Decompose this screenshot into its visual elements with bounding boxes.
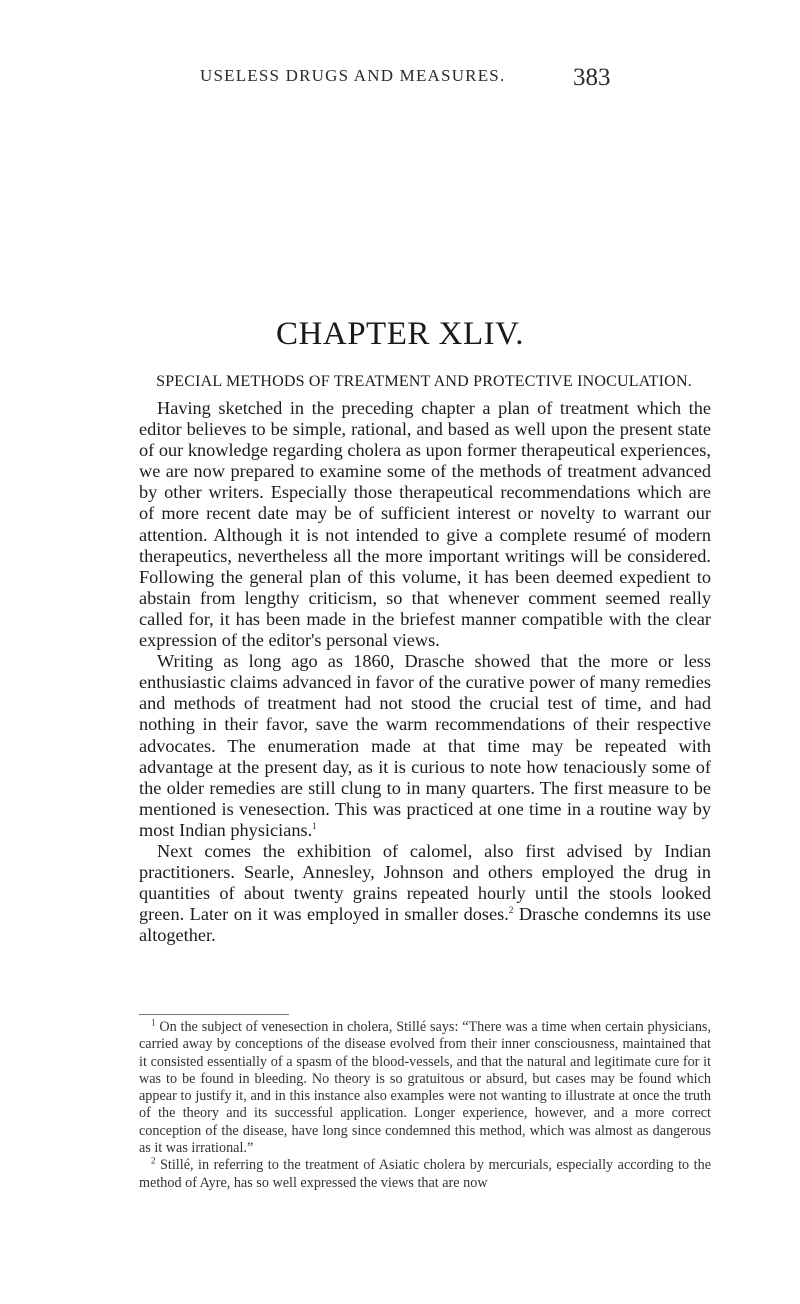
footnote-text: Stillé, in referring to the treatment of Asiatic cholera by mercurials, especially according to the method of Ayre, has so well expressed the views that are now [139,1157,712,1191]
paragraph [139,398,711,651]
chapter-title: CHAPTER XLIV. [276,316,524,352]
paragraph-text: Writing as long ago as 1860, Drasche showed that the more or less enthusiastic claims advanced in favor of the curative power of many remedies and methods of treatment had not stood the crucial test of time, and had nothing in their favor, save the warm recommendations of their respective advocates. The enumeration made at that time may be repeated with advantage at the present day, as it is curious to note how tenaciously some of the older remedies are still clung to in many quarters. The first measure to be mentioned is venesection. This was practiced at one time in a routine way by most Indian physicians. [139,651,711,840]
body-text [139,398,711,946]
paragraph-text: Next comes the exhibition of calomel, also first advised by Indian practitioners. Searle, Annesley, Johnson and others employed the drug in quantities of about twenty grains repeated hourly until the stools looked green. Later on it was employed in smaller doses. [139,840,711,925]
footnote-ref: 1 [312,820,317,831]
paragraph [139,841,711,946]
paragraph-text: Having sketched in the preceding chapter a plan of treatment which the editor believes to be simple, rational, and based as well upon the present state of our knowledge regarding cholera as upon former therapeutical experiences, we are now prepared to examine some of the methods of treatment advanced by other writers. Especially those therapeutical recommendations which are of more recent date may be of sufficient interest or novelty to warrant our attention. Although it is not intended to give a complete resumé of modern therapeutics, nevertheless all the more important writings will be considered. Following the general plan of this volume, it has been deemed expedient to abstain from lengthy criticism, so that whenever comment seemed really called for, it has been made in the briefest manner compatible with the clear expression of the editor's personal views. [139,398,711,651]
paragraph-text: Drasche condemns its use altogether. [139,904,711,946]
footnote-marker: 1 [151,1017,156,1028]
footnote [139,1157,711,1192]
chapter-subtitle: SPECIAL METHODS OF TREATMENT AND PROTECTIVE INOCULATION. [156,373,692,390]
footnotes [139,1019,711,1192]
paragraph [139,651,711,841]
footnote-marker: 2 [151,1155,156,1166]
footnote [139,1019,711,1157]
footnote-text: On the subject of venesection in cholera, Stillé says: “There was a time when certain physicians, carried away by conceptions of the disease evolved from their inner consciousness, maintained that it consisted essentially of a spasm of the blood-vessels, and that the natural and legitimate cure for it was to be found in bleeding. No theory is so gratuitous or absurd, but cases may be found which appear to justify it, and in this instance also examples were not wanting to illustrate at once the truth of the theory and its successful application. Longer experience, however, and a more correct conception of the disease, have long since condemned this method, which was almost as dangerous as it was irrational.” [139,1019,711,1157]
footnote-divider [139,1014,289,1015]
running-title: USELESS DRUGS AND MEASURES. [200,66,506,85]
footnote-ref: 2 [508,905,514,916]
running-head [0,66,800,96]
page-number: 383 [573,64,611,91]
